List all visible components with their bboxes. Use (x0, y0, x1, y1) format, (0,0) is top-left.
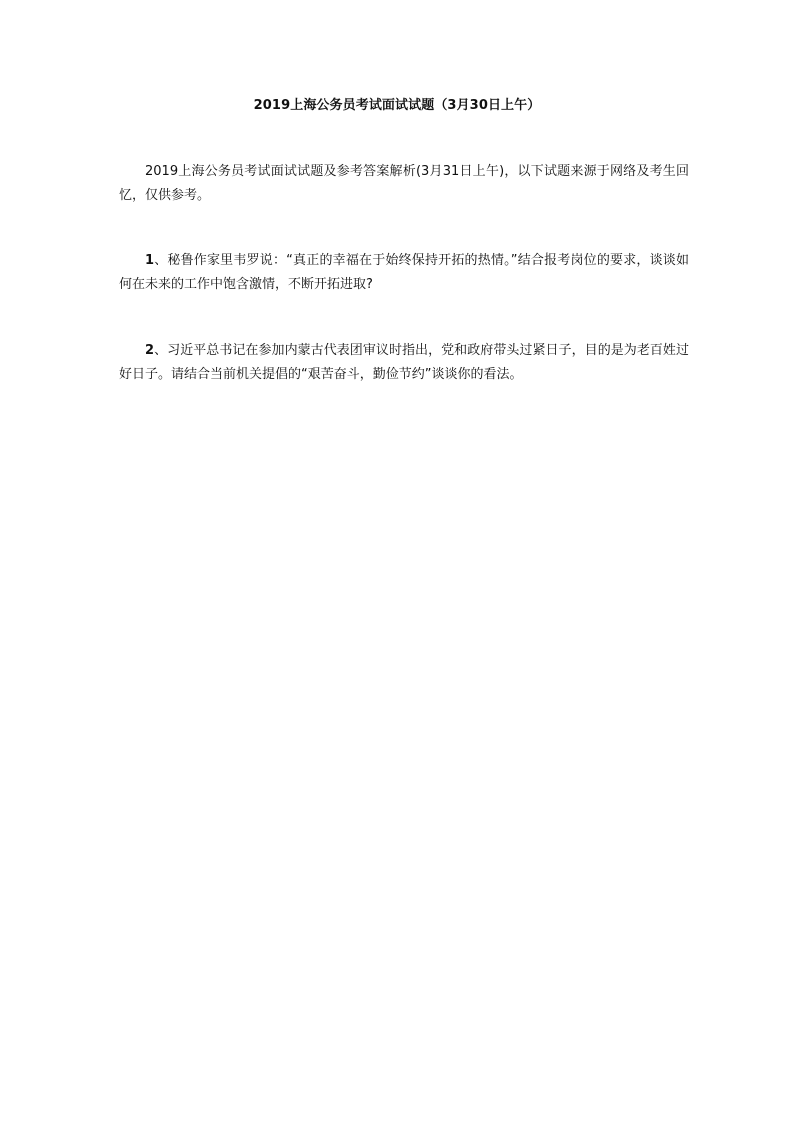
question-2-number: 2 (145, 343, 155, 358)
question-1 (119, 249, 689, 297)
question-2 (119, 339, 689, 387)
question-1-number: 1 (145, 253, 155, 268)
question-2-text: 、习近平总书记在参加内蒙古代表团审议时指出，党和政府带头过紧日子，目的是为老百姓过好日子。请结合当前机关提倡的“艰苦奋斗，勤俭节约”谈谈你的看法。 (119, 343, 689, 382)
intro-paragraph: 2019上海公务员考试面试试题及参考答案解析(3月31日上午)，以下试题来源于网络及考生回忆，仅供参考。 (119, 164, 689, 203)
question-1-text: 、秘鲁作家里韦罗说：“真正的幸福在于始终保持开拓的热情。”结合报考岗位的要求，谈谈如何在未来的工作中饱含激情，不断开拓进取? (119, 253, 689, 292)
document-title: 2019上海公务员考试面试试题（3月30日上午） (253, 98, 541, 113)
